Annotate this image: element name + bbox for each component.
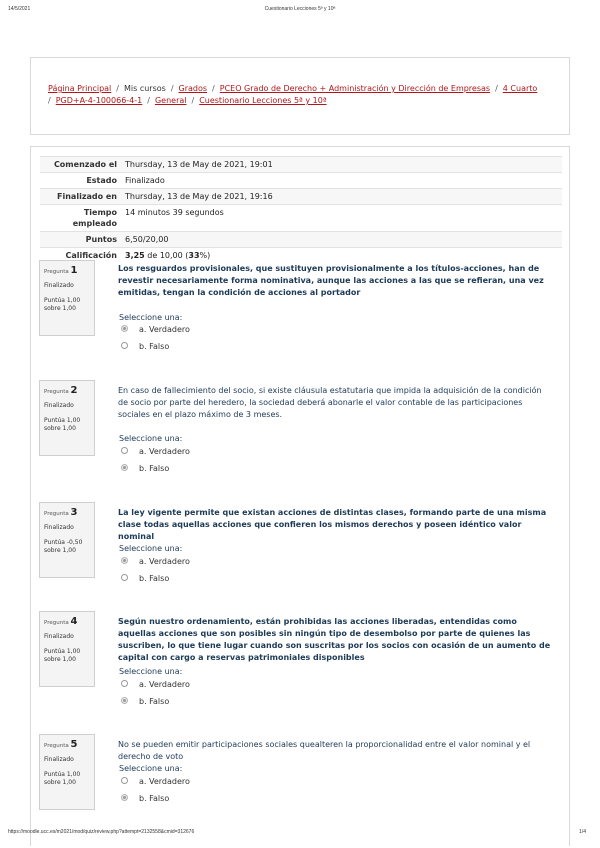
question-grade	[44, 648, 90, 664]
print-title: Cuestionario Lecciones 5ª y 10ª	[264, 6, 336, 12]
option-b-falso[interactable]	[121, 696, 169, 708]
radio-selected[interactable]	[121, 325, 128, 332]
print-page-number: 1/4	[579, 829, 586, 835]
radio-selected[interactable]	[121, 794, 128, 801]
breadcrumb-section-link[interactable]: General	[154, 96, 187, 105]
time-label-line2: empleado	[72, 219, 117, 228]
question-info-4	[39, 611, 95, 687]
option-a-verdadero[interactable]	[121, 776, 190, 788]
question-state: Finalizado	[44, 282, 74, 289]
question-grade-line2: sobre 1,00	[44, 425, 76, 432]
question-info-1	[39, 260, 95, 336]
breadcrumb-separator: /	[48, 96, 51, 105]
breadcrumb-mycourses: Mis cursos	[123, 84, 166, 93]
option-a-verdadero[interactable]	[121, 556, 190, 568]
summary-row-state	[40, 173, 562, 189]
print-date: 14/5/2021	[8, 6, 31, 12]
option-b-falso[interactable]	[121, 341, 169, 353]
option-label: b. Falso	[139, 574, 170, 583]
question-grade-line1: Puntúa -0,50	[44, 539, 83, 546]
print-url: https://moodle.ucc.es/m2021/mod/quiz/review.php?attempt=2132558&cmid=312676	[8, 829, 195, 835]
question-grade-line1: Puntúa 1,00	[44, 771, 81, 778]
option-label: b. Falso	[139, 464, 170, 473]
question-grade-line1: Puntúa 1,00	[44, 648, 81, 655]
print-header	[0, 6, 600, 14]
question-number-label: Pregunta	[44, 269, 69, 275]
breadcrumb-separator: /	[116, 84, 119, 93]
option-b-falso[interactable]	[121, 793, 169, 805]
breadcrumb-grados-link[interactable]: Grados	[178, 84, 208, 93]
option-a-verdadero[interactable]	[121, 679, 190, 691]
question-number	[44, 739, 90, 750]
question-text-4: Según nuestro ordenamiento, están prohibidas las acciones liberadas, entendidas como aquellas acciones que son posibles sin ningún tipo de desembolso por parte de quienes las suscriben, lo que tiene lugar cuando son suscritas por los socios con ocasión de un aumento de capital con cargo a reservas patrimoniales disponibles	[118, 617, 551, 662]
question-grade-line2: sobre 1,00	[44, 547, 76, 554]
question-text-3: La ley vigente permite que existan acciones de distintas clases, formando parte de una misma clase todas aquellas acciones que confieren los mismos derechos y poseen idéntico valor nominal	[118, 508, 547, 541]
grade-percent-close: %)	[199, 251, 211, 260]
question-number-value: 1	[70, 265, 78, 276]
question-grade-line2: sobre 1,00	[44, 305, 76, 312]
question-grade	[44, 539, 90, 555]
grade-score: 3,25	[125, 251, 145, 260]
finished-label: Finalizado en	[40, 189, 121, 205]
summary-row-started	[40, 157, 562, 173]
time-label-line1: Tiempo	[83, 208, 117, 217]
question-number-value: 5	[70, 739, 78, 750]
question-info-2	[39, 380, 95, 456]
summary-row-grade	[40, 248, 562, 264]
option-label: b. Falso	[139, 697, 170, 706]
option-label: a. Verdadero	[139, 447, 190, 456]
grade-percent: 33	[188, 251, 200, 260]
option-a-verdadero[interactable]	[121, 324, 190, 336]
breadcrumb-separator: /	[191, 96, 195, 105]
select-one-prompt: Seleccione una:	[119, 313, 183, 322]
breadcrumb-separator: /	[147, 96, 150, 105]
question-text-2: En caso de fallecimiento del socio, si existe cláusula estatutaria que impida la adquisición de la condición de socio por parte del heredero, la sociedad deberá abonarle el valor contable de las participaciones sociales en el plazo máximo de 3 meses.	[118, 386, 542, 419]
option-label: b. Falso	[139, 342, 170, 351]
select-one-prompt: Seleccione una:	[119, 434, 183, 443]
points-value: 6,50/20,00	[121, 232, 562, 248]
question-state: Finalizado	[44, 633, 74, 640]
question-grade-line1: Puntúa 1,00	[44, 297, 81, 304]
question-number-value: 3	[70, 507, 78, 518]
radio-selected[interactable]	[121, 697, 128, 704]
started-label: Comenzado el	[40, 157, 121, 173]
question-grade	[44, 297, 90, 313]
state-label: Estado	[40, 173, 121, 189]
breadcrumb-quiz-link[interactable]: Cuestionario Lecciones 5ª y 10ª	[199, 96, 327, 105]
question-state: Finalizado	[44, 524, 74, 531]
breadcrumb-course-link[interactable]: PGD+A-4-100066-4-1	[55, 96, 143, 105]
question-number-value: 4	[70, 616, 78, 627]
breadcrumb-separator: /	[495, 84, 498, 93]
option-b-falso[interactable]	[121, 573, 169, 585]
breadcrumb-separator: /	[170, 84, 174, 93]
radio-unselected[interactable]	[121, 574, 128, 581]
radio-unselected[interactable]	[121, 777, 128, 784]
option-label: a. Verdadero	[139, 680, 190, 689]
select-one-prompt: Seleccione una:	[119, 764, 183, 773]
option-label: b. Falso	[139, 794, 170, 803]
option-label: a. Verdadero	[139, 777, 190, 786]
breadcrumb-panel	[30, 57, 570, 135]
summary-row-points	[40, 232, 562, 248]
radio-unselected[interactable]	[121, 342, 128, 349]
question-grade	[44, 771, 90, 787]
radio-selected[interactable]	[121, 557, 128, 564]
points-label: Puntos	[40, 232, 121, 248]
summary-row-finished	[40, 189, 562, 205]
time-label	[40, 205, 121, 232]
radio-unselected[interactable]	[121, 447, 128, 454]
summary-row-time	[40, 205, 562, 232]
question-number-label: Pregunta	[44, 743, 69, 749]
breadcrumb-degree-link[interactable]: PCEO Grado de Derecho + Administración y Dirección de Empresas	[219, 84, 491, 93]
question-info-3	[39, 502, 95, 578]
grade-out-of: de 10,00 (	[144, 251, 189, 260]
attempt-summary-table	[40, 156, 562, 263]
quiz-review-panel	[30, 146, 570, 846]
option-label: a. Verdadero	[139, 557, 190, 566]
finished-value: Thursday, 13 de May de 2021, 19:16	[121, 189, 562, 205]
radio-selected[interactable]	[121, 464, 128, 471]
started-value: Thursday, 13 de May de 2021, 19:01	[121, 157, 562, 173]
question-grade	[44, 417, 90, 433]
question-number-label: Pregunta	[44, 511, 69, 517]
question-grade-line2: sobre 1,00	[44, 656, 76, 663]
breadcrumb-home-link[interactable]: Página Principal	[48, 84, 112, 93]
question-number	[44, 616, 90, 627]
grade-value	[121, 248, 562, 264]
breadcrumb-separator: /	[212, 84, 215, 93]
question-number-value: 2	[70, 385, 78, 396]
question-info-5	[39, 734, 95, 810]
question-text-5: No se pueden emitir participaciones sociales quealteren la proporcionalidad entre el valor nominal y el derecho de voto	[118, 740, 531, 761]
grade-label: Calificación	[40, 248, 121, 264]
option-b-falso[interactable]	[121, 463, 169, 475]
option-label: a. Verdadero	[139, 325, 190, 334]
question-grade-line2: sobre 1,00	[44, 779, 76, 786]
print-footer	[0, 829, 600, 837]
question-number	[44, 507, 90, 518]
option-a-verdadero[interactable]	[121, 446, 190, 458]
select-one-prompt: Seleccione una:	[119, 667, 183, 676]
question-number	[44, 385, 90, 396]
question-text-1: Los resguardos provisionales, que sustituyen provisionalmente a los títulos-acciones, han de revestir necesariamente forma nominativa, aunque las acciones a las que se refieran, una vez emitidas, tengan la condición de acciones al portador	[118, 264, 544, 297]
state-value: Finalizado	[121, 173, 562, 189]
breadcrumb	[48, 83, 549, 107]
select-one-prompt: Seleccione una:	[119, 544, 183, 553]
time-value: 14 minutos 39 segundos	[121, 205, 562, 232]
question-number-label: Pregunta	[44, 389, 69, 395]
question-state: Finalizado	[44, 756, 74, 763]
question-state: Finalizado	[44, 402, 74, 409]
question-number	[44, 265, 90, 276]
question-number-label: Pregunta	[44, 620, 69, 626]
breadcrumb-year-link[interactable]: 4 Cuarto	[502, 84, 538, 93]
radio-unselected[interactable]	[121, 680, 128, 687]
question-grade-line1: Puntúa 1,00	[44, 417, 81, 424]
